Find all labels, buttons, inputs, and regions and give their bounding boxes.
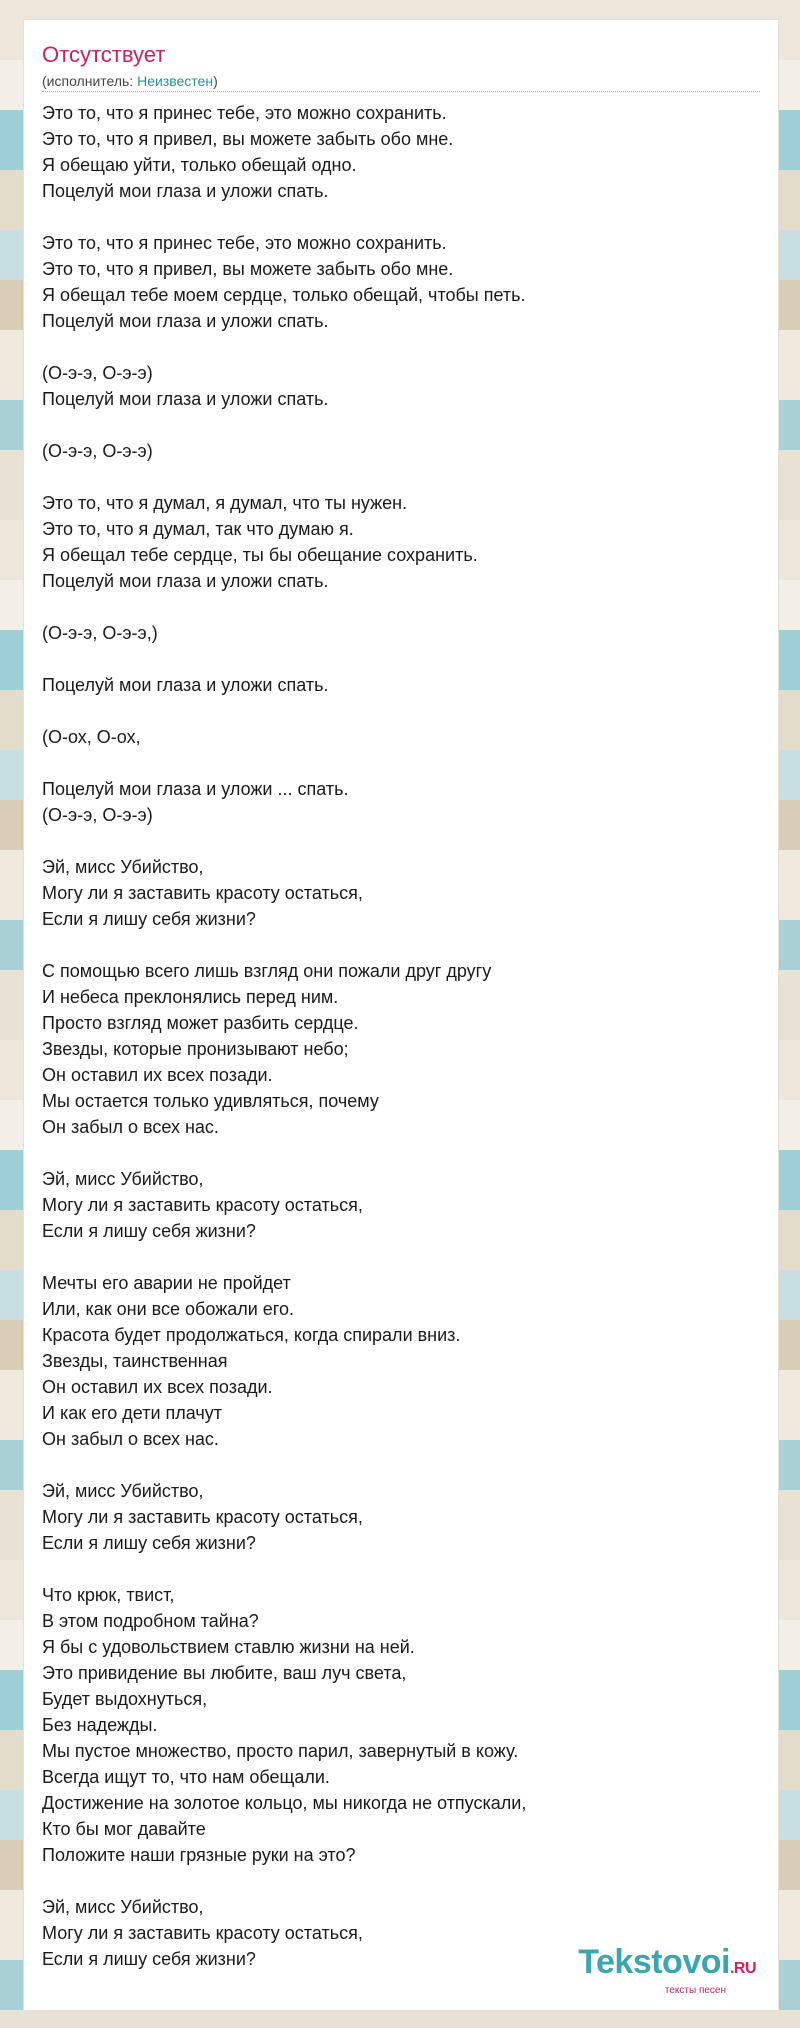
artist-prefix: (исполнитель:: [42, 73, 138, 89]
lyric-blank-line: [42, 594, 762, 620]
lyric-line: Эй, мисс Убийство,: [42, 857, 204, 877]
logo-suffix: .RU: [729, 1960, 756, 1977]
lyric-line: Это то, что я привел, вы можете забыть обо мне.: [42, 259, 454, 279]
lyric-line: Это то, что я думал, я думал, что ты нужен.: [42, 493, 408, 513]
lyric-line: (О-э-э, О-э-э): [42, 441, 153, 461]
lyric-line: Я обещал тебе сердце, ты бы обещание сохранить.: [42, 545, 478, 565]
lyrics-text: [42, 100, 762, 1972]
lyric-line: Он забыл о всех нас.: [42, 1117, 219, 1137]
artist-suffix: ): [213, 73, 218, 89]
artist-link[interactable]: Неизвестен: [137, 73, 214, 89]
lyric-line: (О-э-э, О-э-э): [42, 805, 153, 825]
lyric-line: Просто взгляд может разбить сердце.: [42, 1013, 359, 1033]
lyric-line: Он оставил их всех позади.: [42, 1065, 273, 1085]
lyric-line: Мы пустое множество, просто парил, завернутый в кожу.: [42, 1741, 519, 1761]
lyric-line: Будет выдохнуться,: [42, 1689, 208, 1709]
lyric-line: Положите наши грязные руки на это?: [42, 1845, 356, 1865]
song-title: Отсутствует: [42, 42, 166, 67]
artist-line: [42, 73, 760, 92]
lyric-line: Он забыл о всех нас.: [42, 1429, 219, 1449]
lyric-line: Красота будет продолжаться, когда спирали вниз.: [42, 1325, 461, 1345]
lyric-line: И как его дети плачут: [42, 1403, 222, 1423]
lyric-line: Мы остается только удивляться, почему: [42, 1091, 379, 1111]
lyric-blank-line: [42, 1868, 762, 1894]
lyric-line: Могу ли я заставить красоту остаться,: [42, 1195, 363, 1215]
lyric-line: Если я лишу себя жизни?: [42, 1949, 256, 1969]
lyric-blank-line: [42, 412, 762, 438]
logo-tagline: тексты песен: [664, 1985, 726, 1996]
lyric-line: Мечты его аварии не пройдет: [42, 1273, 291, 1293]
logo-text: [578, 1944, 756, 1987]
lyric-blank-line: [42, 1140, 762, 1166]
lyric-line: Это то, что я принес тебе, это можно сохранить.: [42, 103, 447, 123]
lyric-blank-line: [42, 698, 762, 724]
lyric-line: Могу ли я заставить красоту остаться,: [42, 1923, 363, 1943]
lyric-line: Если я лишу себя жизни?: [42, 1221, 256, 1241]
lyric-blank-line: [42, 750, 762, 776]
lyric-line: Поцелуй мои глаза и уложи ... спать.: [42, 779, 349, 799]
lyric-line: Без надежды.: [42, 1715, 158, 1735]
lyric-line: Если я лишу себя жизни?: [42, 1533, 256, 1553]
lyric-line: (О-э-э, О-э-э,): [42, 623, 158, 643]
lyric-line: (О-э-э, О-э-э): [42, 363, 153, 383]
lyric-line: Я обещаю уйти, только обещай одно.: [42, 155, 357, 175]
lyric-line: Это то, что я принес тебе, это можно сохранить.: [42, 233, 447, 253]
lyric-line: Поцелуй мои глаза и уложи спать.: [42, 181, 329, 201]
lyric-line: Я бы с удовольствием ставлю жизни на ней.: [42, 1637, 415, 1657]
lyric-line: Поцелуй мои глаза и уложи спать.: [42, 389, 329, 409]
lyrics-panel: [24, 20, 778, 2010]
lyric-line: (О-ох, О-ох,: [42, 727, 141, 747]
lyric-blank-line: [42, 204, 762, 230]
lyric-line: Поцелуй мои глаза и уложи спать.: [42, 675, 329, 695]
lyric-blank-line: [42, 334, 762, 360]
lyric-line: Эй, мисс Убийство,: [42, 1897, 204, 1917]
lyric-blank-line: [42, 1244, 762, 1270]
lyric-blank-line: [42, 828, 762, 854]
lyric-line: Это привидение вы любите, ваш луч света,: [42, 1663, 407, 1683]
lyric-line: Эй, мисс Убийство,: [42, 1481, 204, 1501]
lyric-line: Если я лишу себя жизни?: [42, 909, 256, 929]
lyric-line: Это то, что я думал, так что думаю я.: [42, 519, 354, 539]
site-logo[interactable]: [578, 1944, 756, 1996]
lyric-line: Я обещал тебе моем сердце, только обещай, чтобы петь.: [42, 285, 526, 305]
lyric-line: Поцелуй мои глаза и уложи спать.: [42, 311, 329, 331]
logo-main-text: Tekstovoi: [578, 1943, 730, 1981]
lyric-line: Звезды, таинственная: [42, 1351, 228, 1371]
lyric-line: Могу ли я заставить красоту остаться,: [42, 883, 363, 903]
lyric-line: В этом подробном тайна?: [42, 1611, 259, 1631]
lyric-blank-line: [42, 1452, 762, 1478]
lyric-line: Это то, что я привел, вы можете забыть обо мне.: [42, 129, 454, 149]
lyric-line: Эй, мисс Убийство,: [42, 1169, 204, 1189]
lyric-blank-line: [42, 932, 762, 958]
lyric-line: Поцелуй мои глаза и уложи спать.: [42, 571, 329, 591]
lyric-line: И небеса преклонялись перед ним.: [42, 987, 339, 1007]
lyric-line: Что крюк, твист,: [42, 1585, 175, 1605]
lyric-line: Всегда ищут то, что нам обещали.: [42, 1767, 330, 1787]
lyric-line: Или, как они все обожали его.: [42, 1299, 294, 1319]
lyric-blank-line: [42, 464, 762, 490]
lyric-line: Достижение на золотое кольцо, мы никогда не отпускали,: [42, 1793, 527, 1813]
lyric-line: Кто бы мог давайте: [42, 1819, 206, 1839]
lyric-blank-line: [42, 646, 762, 672]
lyric-blank-line: [42, 1556, 762, 1582]
lyric-line: Звезды, которые пронизывают небо;: [42, 1039, 349, 1059]
lyric-line: С помощью всего лишь взгляд они пожали друг другу: [42, 961, 492, 981]
lyric-line: Могу ли я заставить красоту остаться,: [42, 1507, 363, 1527]
lyric-line: Он оставил их всех позади.: [42, 1377, 273, 1397]
